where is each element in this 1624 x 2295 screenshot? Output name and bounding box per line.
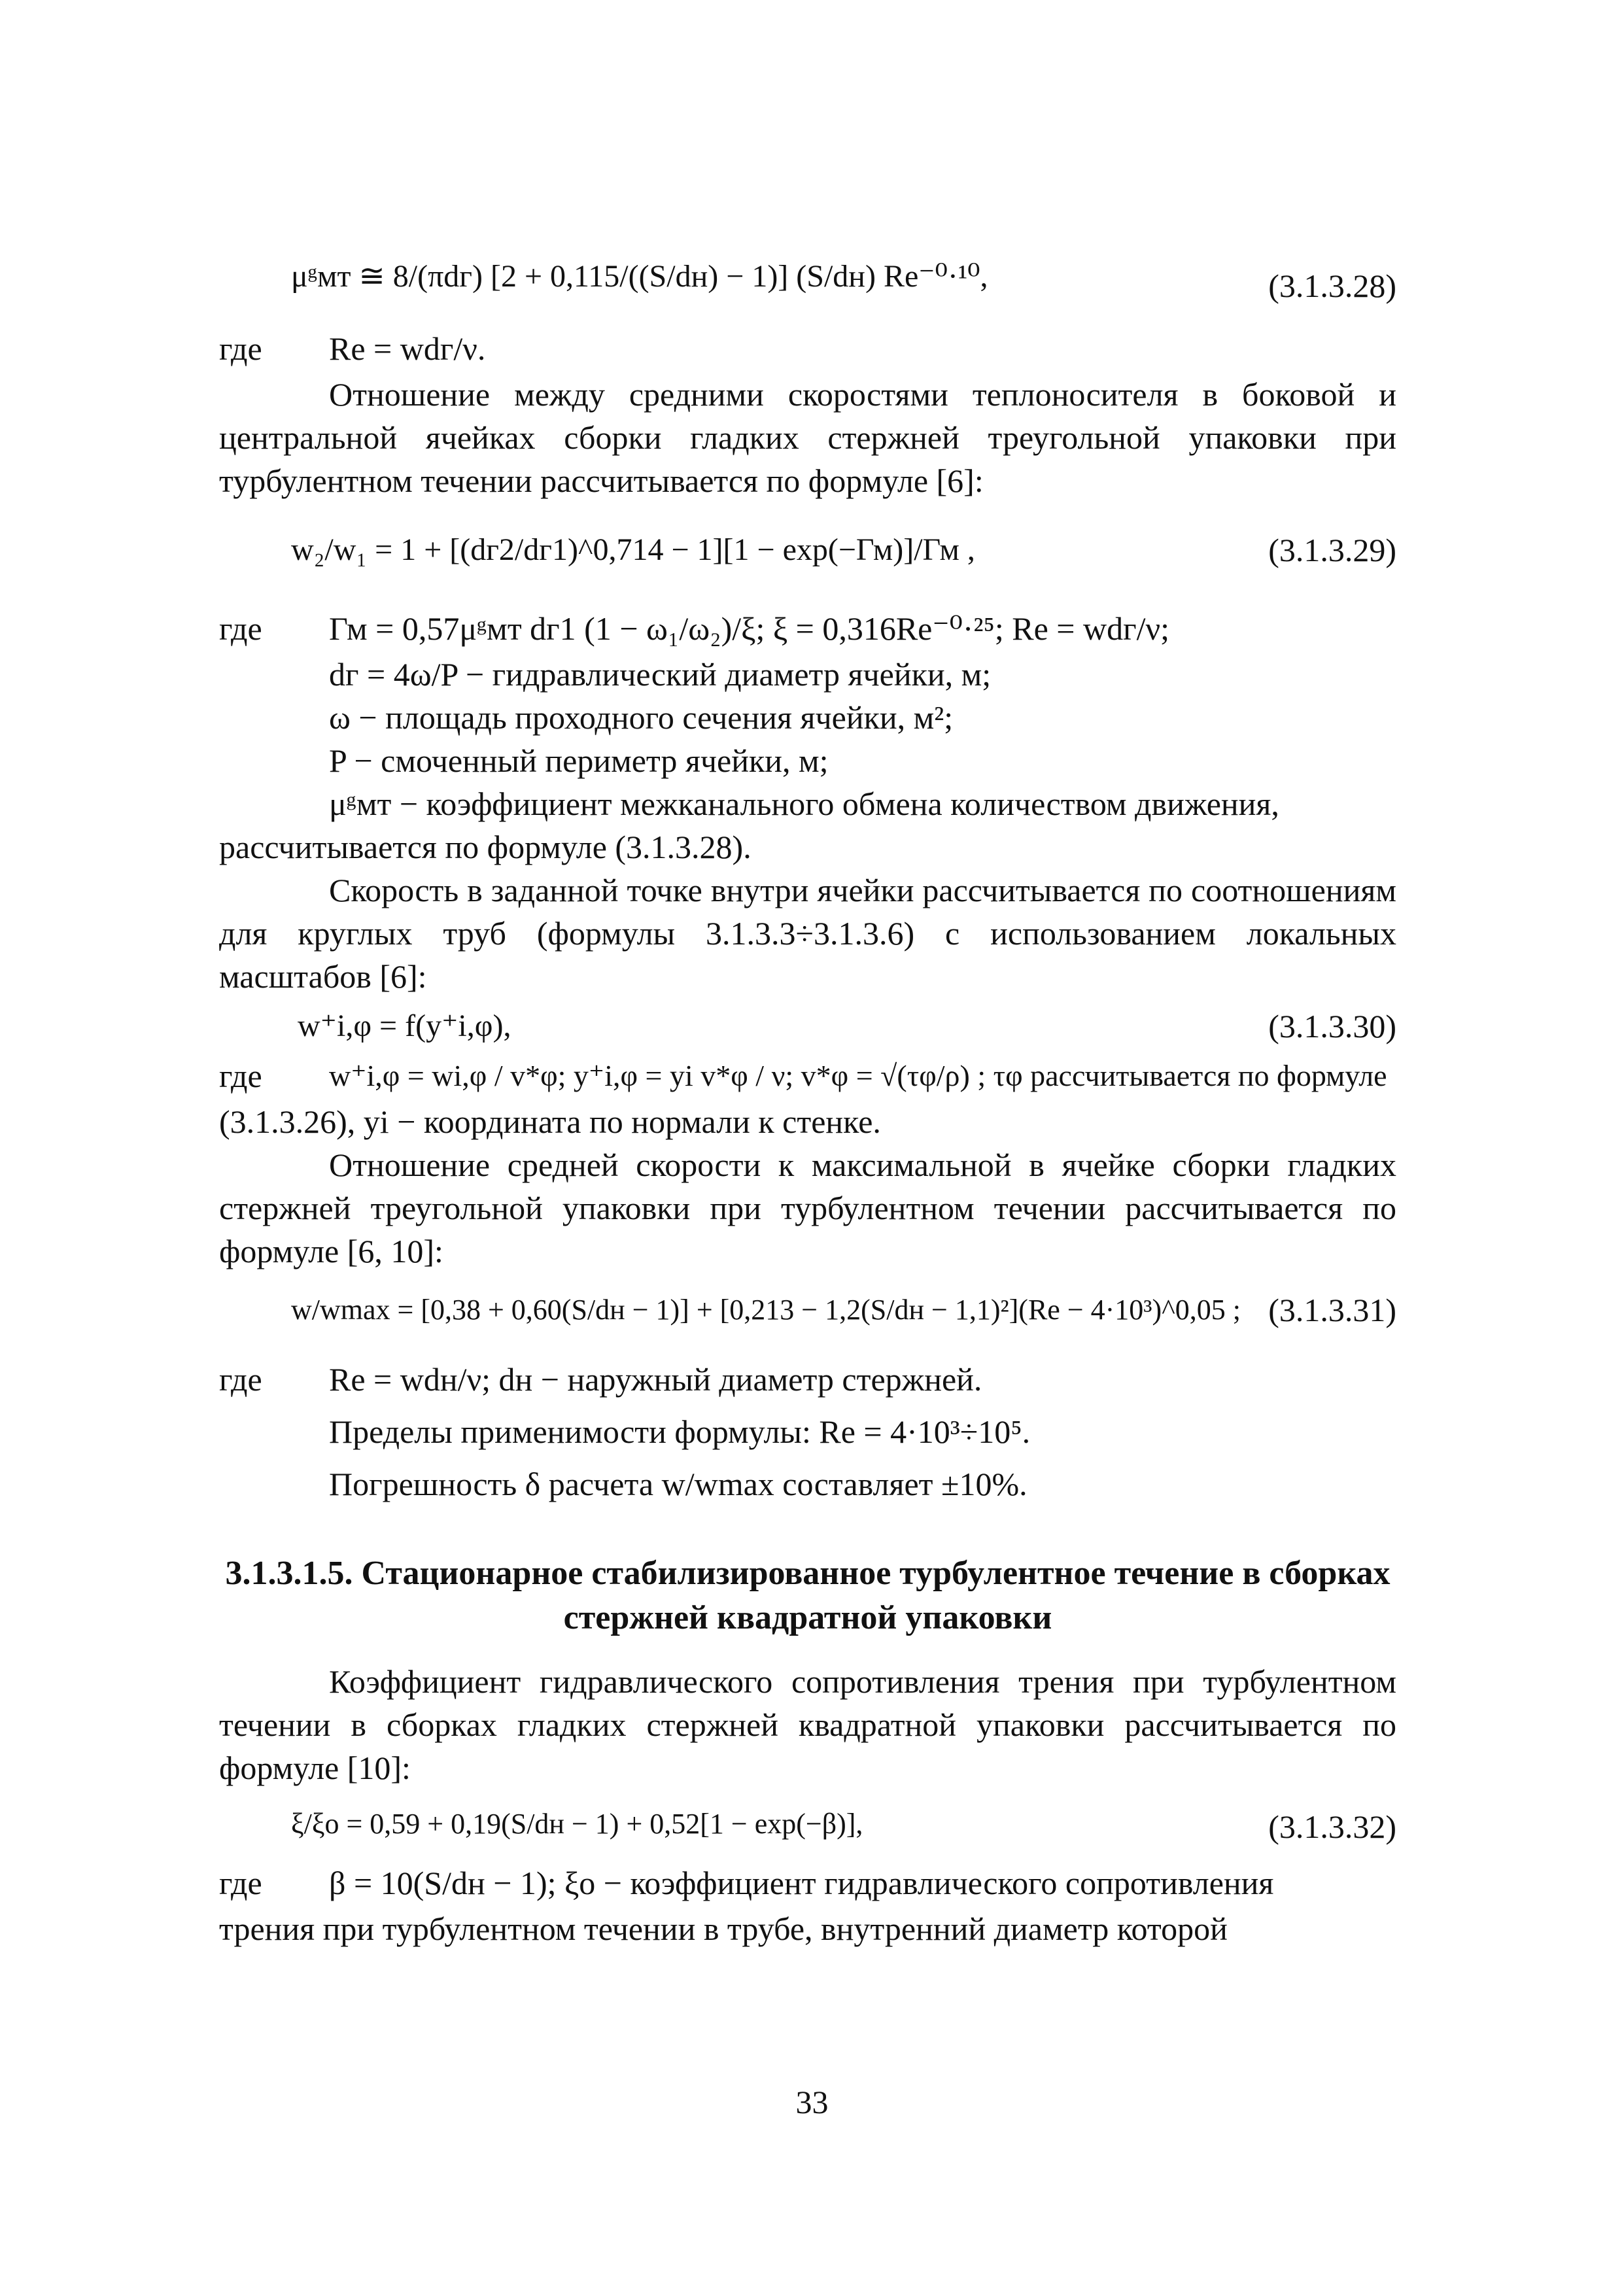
where-label: где xyxy=(219,610,262,647)
where-text: β = 10(S/dн − 1); ξо − коэффициент гидравлического сопротивления xyxy=(329,1865,1274,1901)
paragraph: Отношение между средними скоростями теплоносителя в боковой и центральной ячейках сборки гладких стержней треугольной упаковки при турбулентном течении рассчитывается по формуле [6]: xyxy=(219,376,1396,499)
where-text: w⁺i,φ = wi,φ / v*φ; y⁺i,φ = yi v*φ / ν; v*φ = √(τφ/ρ) ; τφ рассчитывается по формуле xyxy=(329,1059,1387,1092)
formula-3-1-3-32-row xyxy=(219,1789,1396,1861)
formula-3-1-3-28: μᵍмт ≅ 8/(πdг) [2 + 0,115/((S/dн) − 1)] (S/dн) Re⁻⁰·¹⁰, xyxy=(291,259,988,294)
formula-3-1-3-30-row xyxy=(219,998,1396,1054)
equation-number: (3.1.3.30) xyxy=(1268,1008,1396,1044)
where-clause xyxy=(219,1054,1396,1100)
where-text: Re = wdн/ν; dн − наружный диаметр стержней. xyxy=(329,1361,982,1398)
paragraph: Скорость в заданной точке внутри ячейки рассчитывается по соотношениям для круглых труб (формулы 3.1.3.3÷3.1.3.6) с использованием локальных масштабов [6]: xyxy=(219,872,1396,995)
formula-3-1-3-31: w/wmax = [0,38 + 0,60(S/dн − 1)] + [0,213 − 1,2(S/dн − 1,1)²](Re − 4·10³)^0,05 ; xyxy=(291,1294,1241,1326)
where-clause xyxy=(219,1861,1396,1907)
spacer xyxy=(219,1453,1396,1462)
paragraph: Коэффициент гидравлического сопротивления трения при турбулентном течении в сборках гладких стержней квадратной упаковки рассчитывается по формуле [10]: xyxy=(219,1663,1396,1786)
where-clause xyxy=(219,1351,1396,1410)
limits-line: Пределы применимости формулы: Re = 4·10³÷10⁵. xyxy=(329,1413,1031,1450)
equation-number: (3.1.3.32) xyxy=(1268,1808,1396,1845)
definition-line: μᵍмт − коэффициент межканального обмена количеством движения, xyxy=(329,785,1279,822)
error-line: Погрешность δ расчета w/wmax составляет ±10%. xyxy=(329,1466,1028,1502)
definition-line: ω − площадь проходного сечения ячейки, м²; xyxy=(329,699,954,736)
where-continuation: (3.1.3.26), yi − координата по нормали к стенке. xyxy=(219,1103,881,1140)
formula-3-1-3-31-row xyxy=(219,1273,1396,1351)
definition-line: dг = 4ω/P − гидравлический диаметр ячейки, м; xyxy=(329,656,992,693)
where-label: где xyxy=(219,1361,262,1398)
formula-3-1-3-28-row xyxy=(219,249,1396,327)
paragraph: Отношение средней скорости к максимальной в ячейке сборки гладких стержней треугольной упаковки при турбулентном течении рассчитывается по формуле [6, 10]: xyxy=(219,1147,1396,1269)
formula-3-1-3-32: ξ/ξо = 0,59 + 0,19(S/dн − 1) + 0,52[1 − exp(−β)], xyxy=(291,1808,863,1840)
page-number: 33 xyxy=(795,2084,829,2120)
where-label: где xyxy=(219,1058,262,1094)
formula-3-1-3-29: w₂/w₁ = 1 + [(dг2/dг1)^0,714 − 1][1 − exp(−Гм)]/Гм , xyxy=(291,532,975,567)
equation-number: (3.1.3.29) xyxy=(1268,532,1396,568)
section-heading: 3.1.3.1.5. Стационарное стабилизированное турбулентное течение в сборках стержней квадратной упаковки xyxy=(225,1555,1391,1636)
formula-3-1-3-29-row xyxy=(219,502,1396,607)
where-text: Гм = 0,57μᵍмт dг1 (1 − ω₁/ω₂)/ξ; ξ = 0,316Re⁻⁰·²⁵; Re = wdг/ν; xyxy=(329,610,1170,647)
where-label: где xyxy=(219,1865,262,1901)
page-content xyxy=(219,249,1396,1950)
where-continuation: трения при турбулентном течении в трубе, внутренний диаметр которой xyxy=(219,1910,1228,1947)
definition-line: P − смоченный периметр ячейки, м; xyxy=(329,742,829,779)
equation-number: (3.1.3.28) xyxy=(1268,267,1396,304)
formula-3-1-3-30: w⁺i,φ = f(y⁺i,φ), xyxy=(298,1009,511,1043)
definition-continuation: рассчитывается по формуле (3.1.3.28). xyxy=(219,829,752,865)
where-clause xyxy=(219,607,1396,653)
where-label: где xyxy=(219,330,262,367)
where-clause xyxy=(219,327,1396,373)
where-text: Re = wdг/ν. xyxy=(329,330,486,367)
equation-number: (3.1.3.31) xyxy=(1268,1292,1396,1328)
